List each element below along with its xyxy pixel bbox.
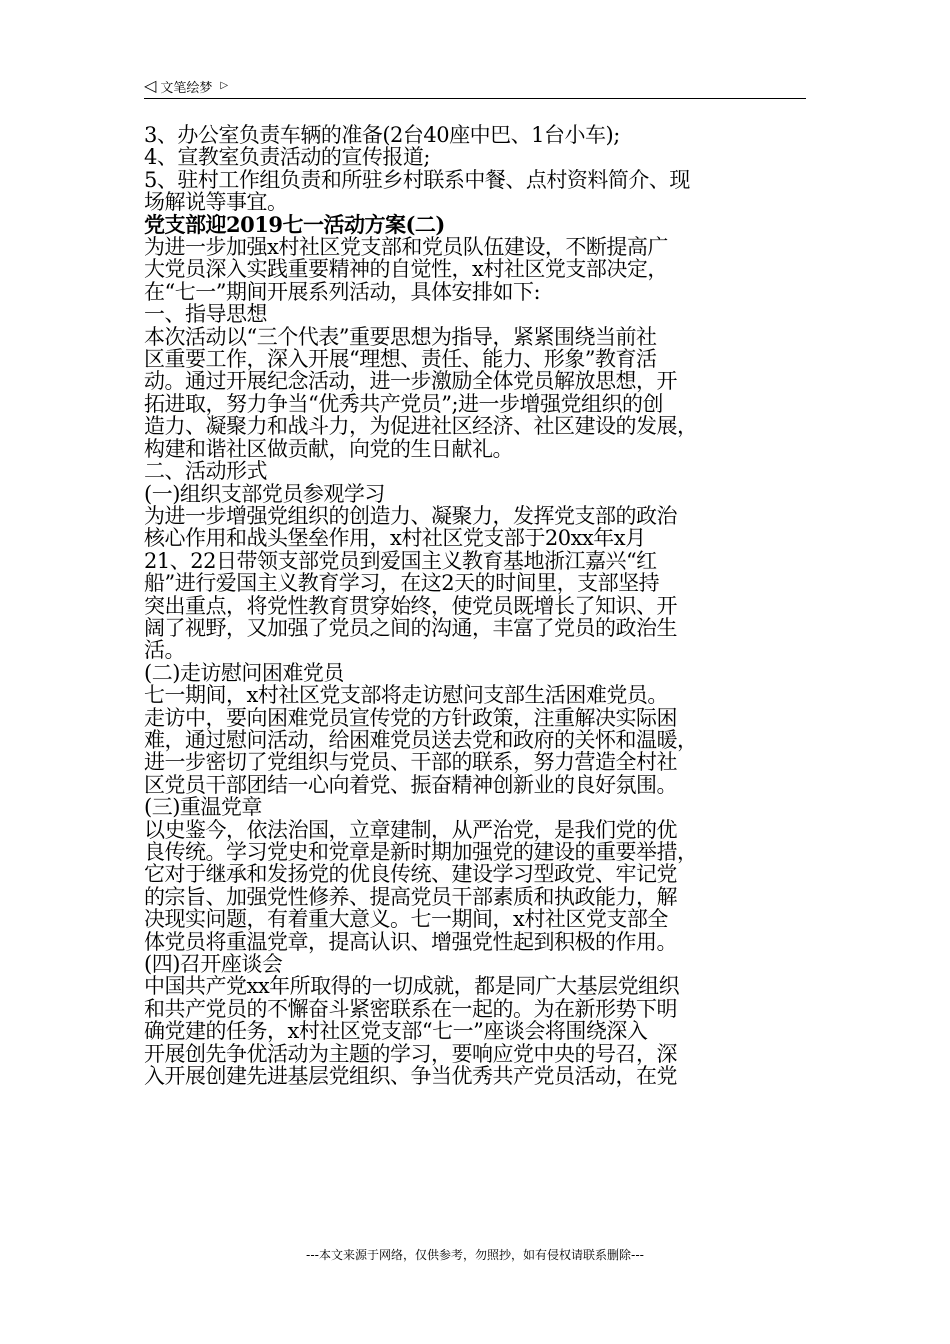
text-line: 活。: [144, 638, 185, 663]
text-line: 突出重点，将党性教育贯穿始终，使党员既增长了知识、开: [144, 593, 677, 618]
page-header: [144, 74, 806, 98]
text-line: 体党员将重温党章，提高认识、增强党性起到积极的作用。: [144, 929, 677, 954]
text-line: 船”进行爱国主义教育学习，在这2天的时间里，支部坚持: [144, 571, 660, 596]
text-line: 中国共产党xx年所取得的一切成就，都是同广大基层党组织: [144, 974, 680, 999]
text-line: 在“七一”期间开展系列活动，具体安排如下:: [144, 279, 541, 304]
text-line: 本次活动以“三个代表”重要思想为指导，紧紧围绕当前社: [144, 324, 657, 349]
page-footer: ---本文来源于网络，仅供参考，勿照抄，如有侵权请联系删除---: [306, 1248, 644, 1262]
subheading-review-charter: (三)重温党章: [144, 795, 262, 820]
text-line: 开展创先争优活动为主题的学习，要响应党中央的号召，深: [144, 1041, 677, 1066]
brand-label: 文笔绘梦: [160, 80, 213, 96]
text-line: 21、22日带领支部党员到爱国主义教育基地浙江嘉兴“红: [144, 548, 657, 573]
text-line: 它对于继承和发扬党的优良传统、建设学习型政党、牢记党: [144, 862, 677, 887]
text-line: 造力、凝聚力和战斗力，为促进社区经济、社区建设的发展，: [144, 414, 698, 439]
text-line: 入开展创建先进基层党组织、争当优秀共产党员活动，在党: [144, 1064, 677, 1089]
subheading-visit-needy: (二)走访慰问困难党员: [144, 660, 344, 685]
text-line: 的宗旨、加强党性修养、提高党员干部素质和执政能力，解: [144, 884, 677, 909]
triangle-right-icon: ▷: [220, 80, 229, 91]
text-line: 动。通过开展纪念活动，进一步激励全体党员解放思想，开: [144, 369, 677, 394]
text-line: 走访中，要向困难党员宣传党的方针政策，注重解决实际困: [144, 705, 677, 730]
text-line: 和共产党员的不懈奋斗紧密联系在一起的。为在新形势下明: [144, 996, 677, 1021]
heading-activity-forms: 二、活动形式: [144, 459, 267, 484]
text-line: 难，通过慰问活动，给困难党员送去党和政府的关怀和温暖，: [144, 727, 698, 752]
heading-guiding-ideology: 一、指导思想: [144, 302, 267, 327]
document-body: [144, 124, 810, 1087]
text-line: 进一步密切了党组织与党员、干部的联系，努力营造全村社: [144, 750, 677, 775]
triangle-left-icon: ◁: [144, 76, 157, 95]
text-line: 七一期间，x村社区党支部将走访慰问支部生活困难党员。: [144, 683, 668, 708]
subheading-symposium: (四)召开座谈会: [144, 952, 283, 977]
text-line: 为进一步增强党组织的创造力、凝聚力，发挥党支部的政治: [144, 503, 677, 528]
text-line: 阔了视野，又加强了党员之间的沟通，丰富了党员的政治生: [144, 615, 677, 640]
text-line: 区重要工作，深入开展“理想、责任、能力、形象”教育活: [144, 347, 657, 372]
text-line: 核心作用和战头堡垒作用，x村社区党支部于20xx年x月: [144, 526, 646, 551]
text-line: 3、办公室负责车辆的准备(2台40座中巴、1台小车);: [144, 123, 620, 147]
text-line: 区党员干部团结一心向着党、振奋精神创新业的良好氛围。: [144, 772, 677, 797]
text-line: 良传统。学习党史和党章是新时期加强党的建设的重要举措，: [144, 840, 698, 864]
text-line: 确党建的任务，x村社区党支部“七一”座谈会将围绕深入: [144, 1019, 648, 1044]
text-line: 构建和谐社区做贡献，向党的生日献礼。: [144, 436, 513, 461]
text-line: 大党员深入实践重要精神的自觉性，x村社区党支部决定，: [144, 257, 668, 282]
text-line: 5、驻村工作组负责和所驻乡村联系中餐、点村资料简介、现: [144, 167, 690, 192]
text-line: 决现实问题，有着重大意义。七一期间，x村社区党支部全: [144, 907, 668, 932]
text-line: 场解说等事宜。: [144, 190, 288, 215]
text-line: 4、宣教室负责活动的宣传报道;: [144, 145, 430, 170]
header-divider: [144, 98, 806, 99]
text-line: 拓进取，努力争当“优秀共产党员”;进一步增强党组织的创: [144, 391, 664, 416]
section-title: 党支部迎2019七一活动方案(二): [144, 211, 445, 237]
text-line: 为进一步加强x村社区党支部和党员队伍建设，不断提高广: [144, 235, 668, 260]
subheading-visit-study: (一)组织支部党员参观学习: [144, 481, 385, 506]
text-line: 以史鉴今，依法治国，立章建制，从严治党，是我们党的优: [144, 817, 677, 842]
